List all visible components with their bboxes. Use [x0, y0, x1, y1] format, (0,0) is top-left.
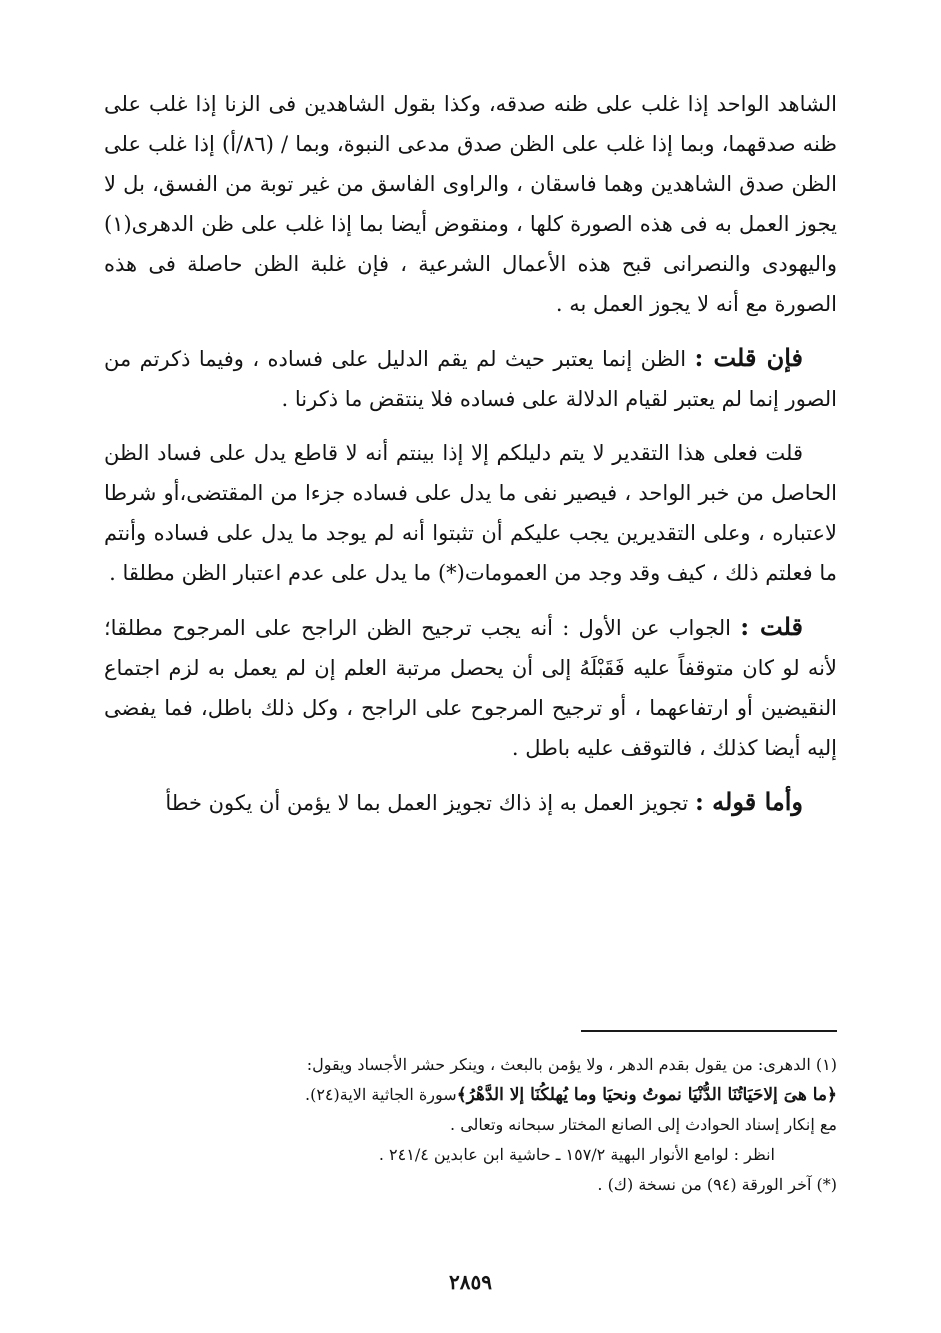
footnote-1-verse-line — [104, 1080, 837, 1110]
footnote-1-line-1: (١) الدهرى: من يقول بقدم الدهر ، ولا يؤمن بالبعث ، وينكر حشر الأجساد ويقول: — [306, 1055, 837, 1074]
paragraph-3: قلت فعلى هذا التقدير لا يتم دليلكم إلا إذا بينتم أنه لا قاطع يدل على فساد الظن الحاصل من خبر الواحد ، فيصير نفى ما يدل على فساده جزءا من المقتضى،أو شرطا لاعتباره ، وعلى التقديرين يجب عليكم أن تثبتوا أنه لم يوجد ما يدل على فساده وأنتم ما فعلتم ذلك ، كيف وقد وجد من العمومات(*) ما يدل على عدم اعتبار الظن مطلقا . — [104, 441, 837, 585]
paragraph-1: الشاهد الواحد إذا غلب على ظنه صدقه، وكذا بقول الشاهدين فى الزنا إذا غلب على ظنه صدقهما، وبما إذا غلب على الظن صدق مدعى النبوة، وبما / (٨٦/أ) إذا غلب على الظن صدق الشاهدين وهما فاسقان ، والراوى الفاسق من غير توبة من الفسق، بل لا يجوز العمل به فى هذه الصورة كلها ، ومنقوض أيضا بما إذا غلب على ظن الدهرى(١) واليهودى والنصرانى قبح هذه الأعمال الشرعية ، فإن غلبة الظن حاصلة فى هذه الصورة مع أنه لا يجوز العمل به . — [104, 92, 837, 316]
footnote-1-verse-ref: سورة الجاثية الاية(٢٤). — [304, 1085, 457, 1104]
paragraph-4-lead: قلت : — [740, 612, 803, 641]
main-text — [104, 84, 837, 823]
footnotes — [104, 1050, 837, 1200]
paragraph-5 — [104, 782, 837, 823]
paragraph-2 — [104, 338, 837, 419]
footnote-1-verse: ﴿ما هىَ إلاحَيَاتُنَا الدُّنْيَا نموتُ ونحيَا وما يُهلكُنَا إلا الدَّهْرُ﴾ — [456, 1085, 837, 1105]
paragraph-2-body: الظن إنما يعتبر حيث لم يقم الدليل على فساده ، وفيما ذكرتم من الصور إنما لم يعتبر لقيام الدلالة على فساده فلا ينتقض ما ذكرنا . — [104, 347, 837, 411]
footnote-star: (*) آخر الورقة (٩٤) من نسخة (ك) . — [597, 1175, 837, 1194]
paragraph-5-body: تجويز العمل به إذ ذاك تجويز العمل بما لا يؤمن أن يكون خطأ — [165, 791, 695, 815]
paragraph-4 — [104, 607, 837, 768]
paragraph-4-body: الجواب عن الأول : أنه يجب ترجيح الظن الراجح على المرجوح مطلقا؛ لأنه لو كان متوقفاً عليه فَقَبْلَهُ إلى أن يحصل مرتبة العلم إن لم يعمل به لزم اجتماع النقيضين أو ارتفاعهما ، أو ترجيح المرجوح على الراجح ، وكل ذلك باطل، فما يفضى إليه أيضا كذلك ، فالتوقف عليه باطل . — [104, 616, 837, 760]
footnote-1-reference: انظر : لوامع الأنوار البهية ١٥٧/٢ ـ حاشية ابن عابدين ٢٤١/٤ . — [378, 1145, 775, 1164]
footnote-divider — [581, 1030, 837, 1032]
page-number: ٢٨٥٩ — [449, 1270, 492, 1294]
footnote-1-line-3: مع إنكار إسناد الحوادث إلى الصانع المختار سبحانه وتعالى . — [450, 1115, 837, 1134]
paragraph-2-lead: فإن قلت : — [694, 343, 803, 372]
paragraph-5-lead: وأما قوله : — [694, 787, 803, 816]
